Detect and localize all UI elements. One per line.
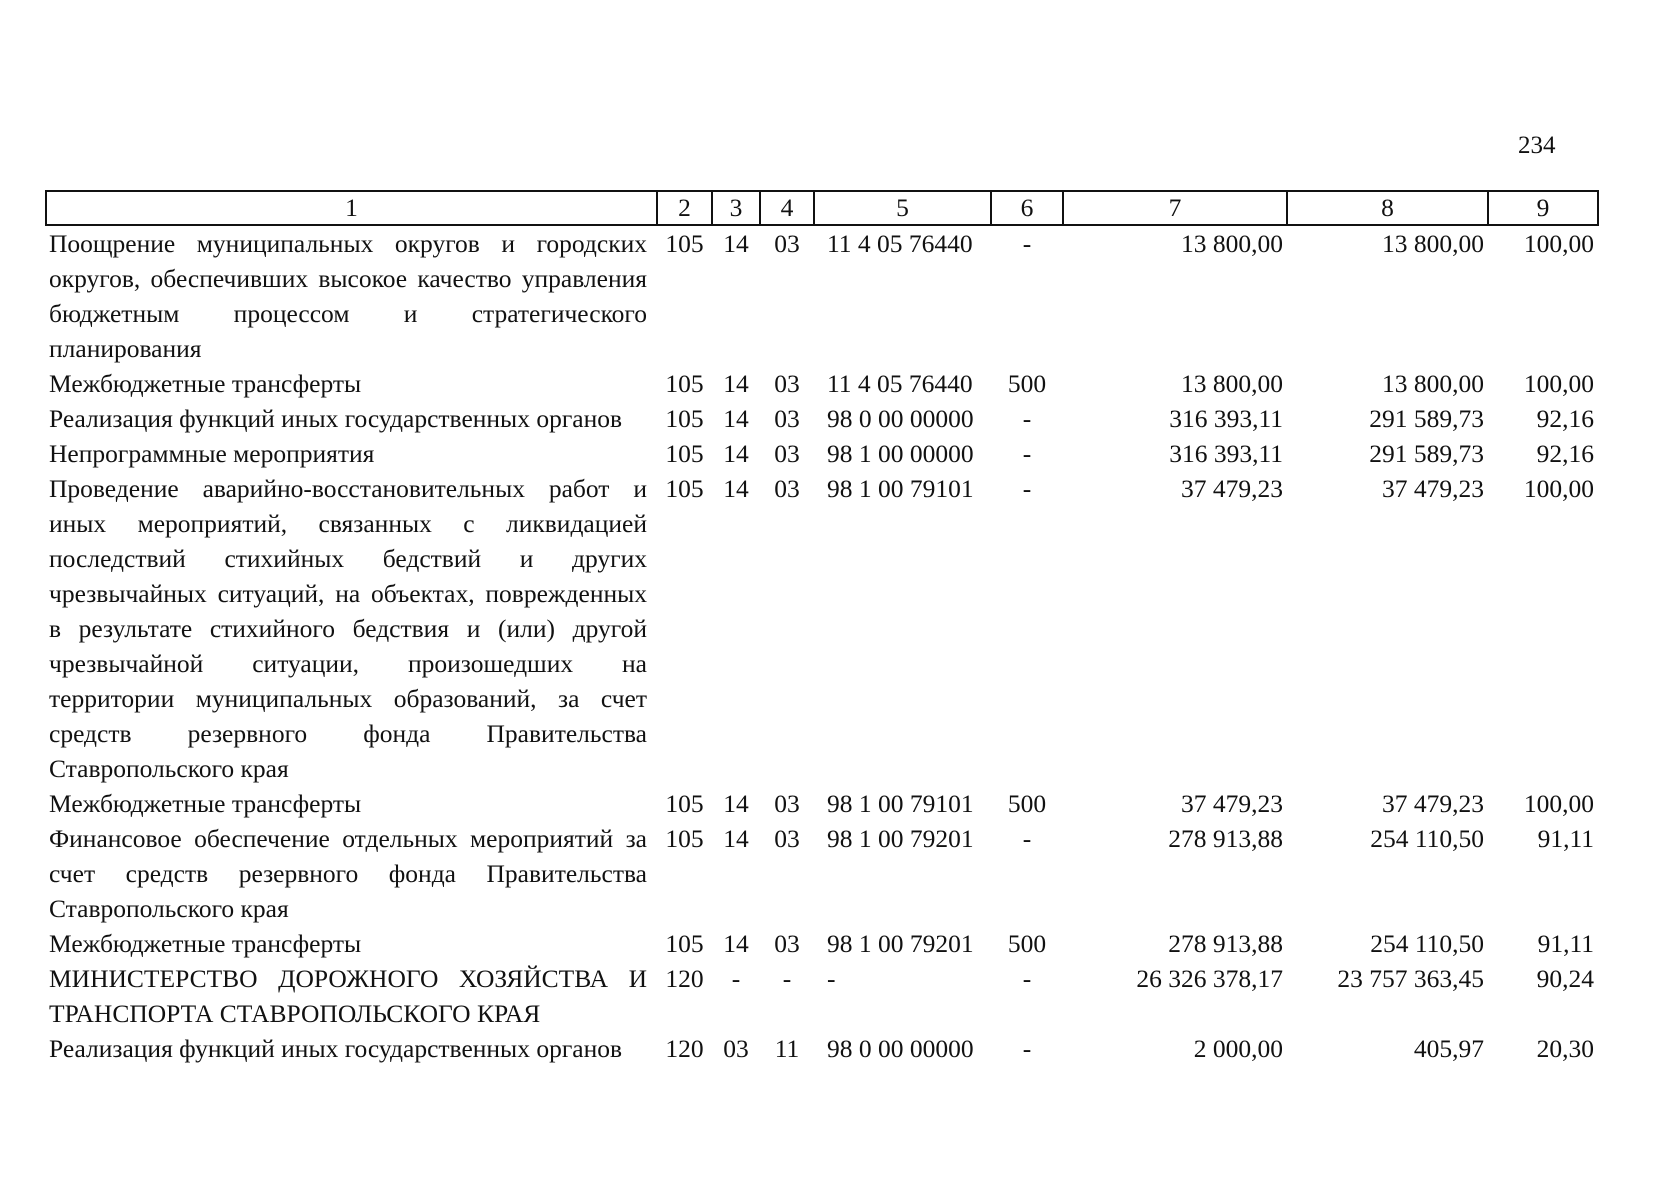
- row-code-4: 03: [774, 229, 800, 258]
- row-code-2: 120: [665, 1034, 704, 1063]
- row-code-6: 500: [1007, 789, 1047, 818]
- row-code-2: 105: [665, 474, 704, 503]
- row-code-2: 105: [665, 439, 704, 468]
- row-code-6: -: [1022, 964, 1032, 993]
- budget-table: [45, 190, 1599, 1066]
- row-amount-8: 291 589,73: [1369, 404, 1484, 433]
- table-row: [46, 225, 1598, 366]
- row-name: Межбюджетные трансферты: [49, 789, 362, 818]
- row-code-6: -: [1022, 1034, 1032, 1063]
- row-code-3: 14: [723, 824, 749, 853]
- row-code-3: 03: [723, 1034, 749, 1063]
- row-code-5: 98 1 00 79101: [827, 789, 974, 818]
- table-row: [46, 786, 1598, 821]
- header-col-4: 4: [760, 191, 814, 225]
- row-code-4: 03: [774, 369, 800, 398]
- row-percent-9: 100,00: [1523, 229, 1594, 258]
- row-name: МИНИСТЕРСТВО ДОРОЖНОГО ХОЗЯЙСТВА И ТРАНСПОРТА СТАВРОПОЛЬСКОГО КРАЯ: [49, 964, 647, 1028]
- row-code-5: 11 4 05 76440: [827, 369, 973, 398]
- row-code-5: 98 0 00 00000: [827, 1034, 974, 1063]
- row-code-6: -: [1022, 229, 1032, 258]
- row-percent-9: 20,30: [1536, 1034, 1594, 1063]
- row-code-3: 14: [723, 404, 749, 433]
- row-code-2: 105: [665, 929, 704, 958]
- header-col-7: 7: [1063, 191, 1287, 225]
- row-code-6: 500: [1007, 369, 1047, 398]
- row-amount-8: 13 800,00: [1382, 229, 1484, 258]
- row-code-3: 14: [723, 229, 749, 258]
- row-percent-9: 100,00: [1523, 789, 1594, 818]
- row-amount-7: 316 393,11: [1169, 404, 1283, 433]
- table-row: [46, 366, 1598, 401]
- row-amount-7: 2 000,00: [1193, 1034, 1283, 1063]
- row-amount-7: 278 913,88: [1168, 929, 1283, 958]
- row-code-4: 03: [774, 404, 800, 433]
- row-amount-7: 13 800,00: [1181, 229, 1283, 258]
- row-amount-7: 13 800,00: [1181, 369, 1283, 398]
- table-body: [46, 225, 1598, 1066]
- row-amount-7: 26 326 378,17: [1136, 964, 1283, 993]
- row-code-4: -: [782, 964, 792, 993]
- row-code-4: 11: [774, 1034, 800, 1063]
- header-col-2: 2: [657, 191, 712, 225]
- row-code-4: 03: [774, 789, 800, 818]
- row-amount-8: 254 110,50: [1370, 929, 1484, 958]
- table-row: [46, 926, 1598, 961]
- row-code-2: 105: [665, 404, 704, 433]
- row-amount-8: 13 800,00: [1382, 369, 1484, 398]
- row-code-6: -: [1022, 474, 1032, 503]
- row-code-4: 03: [774, 474, 800, 503]
- header-col-9: 9: [1488, 191, 1598, 225]
- table-row: [46, 1031, 1598, 1066]
- row-percent-9: 100,00: [1523, 474, 1594, 503]
- row-amount-8: 405,97: [1413, 1034, 1484, 1063]
- row-code-3: 14: [723, 789, 749, 818]
- row-percent-9: 92,16: [1536, 404, 1594, 433]
- row-code-4: 03: [774, 439, 800, 468]
- row-code-3: 14: [723, 439, 749, 468]
- header-row: [46, 191, 1598, 225]
- row-name: Поощрение муниципальных округов и городских округов, обеспечивших высокое качество управления бюджетным процессом и стратегического планирования: [49, 229, 647, 363]
- header-col-3: 3: [712, 191, 760, 225]
- row-percent-9: 91,11: [1537, 824, 1594, 853]
- row-code-2: 105: [665, 369, 704, 398]
- row-code-5: 11 4 05 76440: [827, 229, 973, 258]
- row-percent-9: 91,11: [1537, 929, 1594, 958]
- row-code-6: -: [1022, 439, 1032, 468]
- row-code-4: 03: [774, 929, 800, 958]
- row-code-2: 105: [665, 229, 704, 258]
- row-name: Межбюджетные трансферты: [49, 369, 362, 398]
- row-amount-8: 254 110,50: [1370, 824, 1484, 853]
- header-col-5: 5: [814, 191, 991, 225]
- row-code-5: -: [827, 964, 836, 993]
- table-row: [46, 471, 1598, 786]
- row-code-3: 14: [723, 474, 749, 503]
- row-amount-7: 278 913,88: [1168, 824, 1283, 853]
- row-code-6: 500: [1007, 929, 1047, 958]
- row-name: Реализация функций иных государственных органов: [49, 1034, 623, 1063]
- row-code-4: 03: [774, 824, 800, 853]
- header-col-6: 6: [991, 191, 1063, 225]
- row-percent-9: 90,24: [1536, 964, 1594, 993]
- table-row: [46, 961, 1598, 1031]
- row-code-3: 14: [723, 929, 749, 958]
- row-code-2: 120: [665, 964, 704, 993]
- row-amount-7: 316 393,11: [1169, 439, 1283, 468]
- table-row: [46, 821, 1598, 926]
- row-code-3: -: [731, 964, 741, 993]
- row-name: Межбюджетные трансферты: [49, 929, 362, 958]
- row-percent-9: 100,00: [1523, 369, 1594, 398]
- table-header: [46, 191, 1598, 225]
- row-code-5: 98 1 00 79101: [827, 474, 974, 503]
- header-col-8: 8: [1287, 191, 1488, 225]
- row-code-5: 98 1 00 79201: [827, 824, 974, 853]
- row-code-5: 98 0 00 00000: [827, 404, 974, 433]
- table-row: [46, 401, 1598, 436]
- row-amount-8: 37 479,23: [1382, 474, 1484, 503]
- row-code-6: -: [1022, 824, 1032, 853]
- row-code-2: 105: [665, 824, 704, 853]
- row-code-2: 105: [665, 789, 704, 818]
- row-amount-8: 37 479,23: [1382, 789, 1484, 818]
- row-code-5: 98 1 00 00000: [827, 439, 974, 468]
- table-row: [46, 436, 1598, 471]
- row-code-6: -: [1022, 404, 1032, 433]
- row-amount-8: 291 589,73: [1369, 439, 1484, 468]
- row-code-5: 98 1 00 79201: [827, 929, 974, 958]
- page-number: 234: [1518, 132, 1556, 159]
- header-col-1: 1: [46, 191, 657, 225]
- row-name: Финансовое обеспечение отдельных мероприятий за счет средств резервного фонда Правительства Ставропольского края: [49, 824, 647, 923]
- row-name: Непрограммные мероприятия: [49, 439, 375, 468]
- row-percent-9: 92,16: [1536, 439, 1594, 468]
- row-amount-7: 37 479,23: [1181, 474, 1283, 503]
- row-amount-7: 37 479,23: [1181, 789, 1283, 818]
- row-name: Реализация функций иных государственных органов: [49, 404, 623, 433]
- row-code-3: 14: [723, 369, 749, 398]
- row-amount-8: 23 757 363,45: [1337, 964, 1484, 993]
- row-name: Проведение аварийно-восстановительных работ и иных мероприятий, связанных с ликвидацией последствий стихийных бедствий и других чрезвычайных ситуаций, на объектах, поврежденных в результате стихийного бедствия и (или) другой чрезвычайной ситуации, произошедших на территории муниципальных образований, за счет средств резервного фонда Правительства Ставропольского края: [49, 474, 647, 783]
